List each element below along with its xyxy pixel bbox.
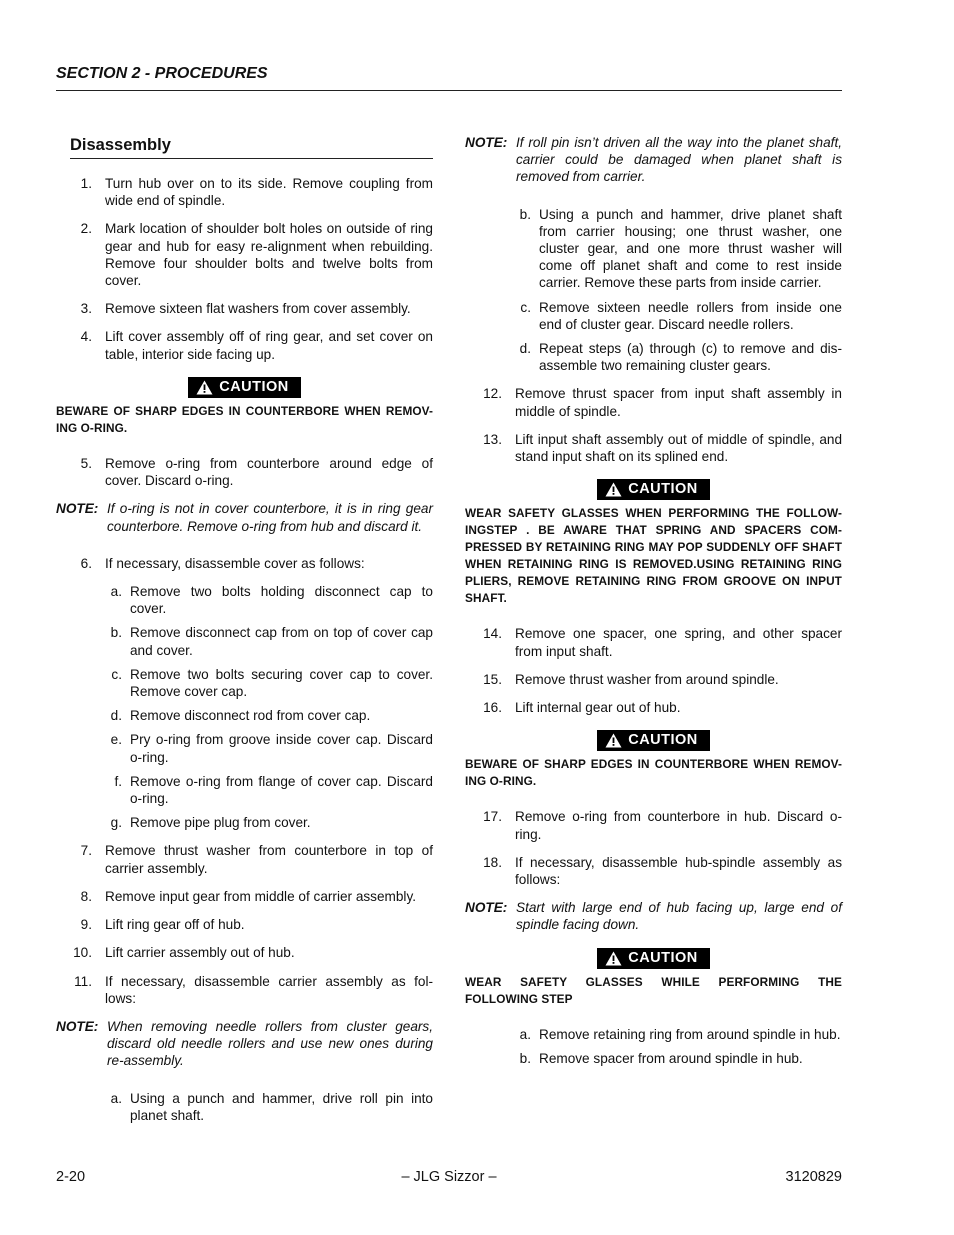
- list-item: 3. Remove sixteen flat washers from cover assembly.: [80, 301, 411, 317]
- list-item: 8. Remove input gear from middle of carrier assembly.: [80, 888, 417, 904]
- list-item: 15. Remove thrust washer from around spindle.: [483, 671, 779, 687]
- caution-text: BEWARE OF SHARP EDGES IN COUNTERBORE WHEN REMOV-ING O-RING.: [56, 404, 433, 436]
- sub-item: c. Remove sixteen needle rollers from inside one end of cluster gear. Discard needle rollers.: [520, 299, 842, 332]
- sub-item: d. Repeat steps (a) through (c) to remove and dis-assemble two remaining cluster gears.: [519, 341, 842, 374]
- list-item: 5. Remove o-ring from counterbore around edge of cover. Discard o-ring.: [80, 456, 433, 489]
- list-item: 10. Lift carrier assembly out of hub.: [73, 945, 295, 961]
- list-item: 9. Lift ring gear off of hub.: [80, 917, 245, 933]
- sub-item: d. Remove disconnect rod from cover cap.: [110, 708, 371, 724]
- caution-banner: [56, 377, 433, 399]
- caution-label: CAUTION: [628, 481, 698, 498]
- section-heading: Disassembly: [70, 134, 433, 159]
- caution-label: CAUTION: [219, 378, 289, 395]
- footer-title: – JLG Sizzor –: [401, 1169, 497, 1185]
- list-item: 7. Remove thrust washer from counterbore in top of carrier assembly.: [80, 843, 433, 876]
- caution-banner: [465, 730, 842, 752]
- list-item: 2. Mark location of shoulder bolt holes on outside of ring gear and hub for easy re-alignment when rebuilding. Remove four shoulder bolts and twelve bolts from cover.: [80, 221, 433, 289]
- caution-text: WEAR SAFETY GLASSES WHILE PERFORMING THE FOLLOWING STEP: [465, 974, 842, 1006]
- page-number: 2-20: [56, 1169, 86, 1185]
- warning-triangle-icon: [605, 951, 622, 966]
- warning-triangle-icon: [196, 380, 213, 395]
- document-number: 3120829: [785, 1169, 842, 1185]
- caution-banner: [465, 479, 842, 501]
- list-item: 12. Remove thrust spacer from input shaft assembly in middle of spindle.: [483, 386, 842, 419]
- list-item: 18. If necessary, disassemble hub-spindle assembly as follows:: [483, 854, 842, 888]
- caution-label: CAUTION: [628, 949, 698, 966]
- sub-item: a. Using a punch and hammer, drive roll pin into planet shaft.: [110, 1090, 433, 1123]
- page-header: [56, 64, 842, 91]
- sub-item: b. Remove spacer from around spindle in hub.: [519, 1051, 803, 1067]
- sub-item: c. Remove two bolts securing cover cap to cover. Remove cover cap.: [111, 666, 433, 700]
- warning-triangle-icon: [605, 733, 622, 748]
- list-item: 1. Turn hub over on to its side. Remove coupling from wide end of spindle.: [80, 176, 433, 209]
- list-item: 16. Lift internal gear out of hub.: [483, 700, 681, 716]
- sub-item: f. Remove o-ring from flange of cover cap. Discard o-ring.: [114, 773, 433, 807]
- sub-item: g. Remove pipe plug from cover.: [110, 815, 311, 831]
- list-item: 4. Lift cover assembly off of ring gear, and set cover on table, interior side facing up.: [80, 329, 433, 362]
- caution-banner: [465, 948, 842, 970]
- note: NOTE: When removing needle rollers from cluster gears, discard old needle rollers and use new ones during re-assembly.: [56, 1018, 433, 1069]
- note: NOTE: If o-ring is not in cover counterbore, it is in ring gear counterbore. Remove o-ring from hub and discard it.: [56, 501, 433, 534]
- section-title: SECTION 2 - PROCEDURES: [56, 65, 268, 82]
- list-item: 14. Remove one spacer, one spring, and other spacer from input shaft.: [483, 626, 842, 659]
- note: NOTE: Start with large end of hub facing up, large end of spindle facing down.: [465, 900, 842, 933]
- list-item: 13. Lift input shaft assembly out of middle of spindle, and stand input shaft on its splined end.: [483, 431, 842, 465]
- sub-item: a. Remove retaining ring from around spindle in hub.: [519, 1026, 841, 1042]
- warning-triangle-icon: [605, 482, 622, 497]
- left-column: [56, 134, 433, 1131]
- caution-text: BEWARE OF SHARP EDGES IN COUNTERBORE WHEN REMOV-ING O-RING.: [465, 757, 842, 789]
- sub-item: e. Pry o-ring from groove inside cover cap. Discard o-ring.: [110, 732, 433, 765]
- list-item: 17. Remove o-ring from counterbore in hub. Discard o-ring.: [483, 809, 842, 842]
- caution-text: WEAR SAFETY GLASSES WHEN PERFORMING THE FOLLOW-INGSTEP . BE AWARE THAT SPRING AND SPACERS COM-PRESSED BY RETAINING RING MAY POP SUDDENLY OFF SHAFT WHEN RETAINING RING IS REMOVED.USING RETAINING RING PLIERS, REMOVE RETAINING RING FROM GROOVE ON INPUT SHAFT.: [465, 506, 842, 606]
- note: NOTE: If roll pin isn’t driven all the way into the planet shaft, carrier could be damaged when planet shaft is removed from carrier.: [465, 135, 842, 185]
- right-column: [465, 134, 842, 1074]
- sub-item: a. Remove two bolts holding disconnect cap to cover.: [110, 584, 433, 617]
- sub-item: b. Using a punch and hammer, drive planet shaft from carrier housing; one thrust washer, one cluster gear, and one more thrust washer will come off planet shaft and come to rest inside carrier. Remove these parts from inside carrier.: [519, 206, 842, 291]
- sub-item: b. Remove disconnect cap from on top of cover cap and cover.: [110, 625, 433, 658]
- caution-label: CAUTION: [628, 732, 698, 749]
- list-item: 11. If necessary, disassemble carrier assembly as fol-lows:: [74, 973, 433, 1006]
- list-item: 6. If necessary, disassemble cover as follows:: [80, 555, 365, 571]
